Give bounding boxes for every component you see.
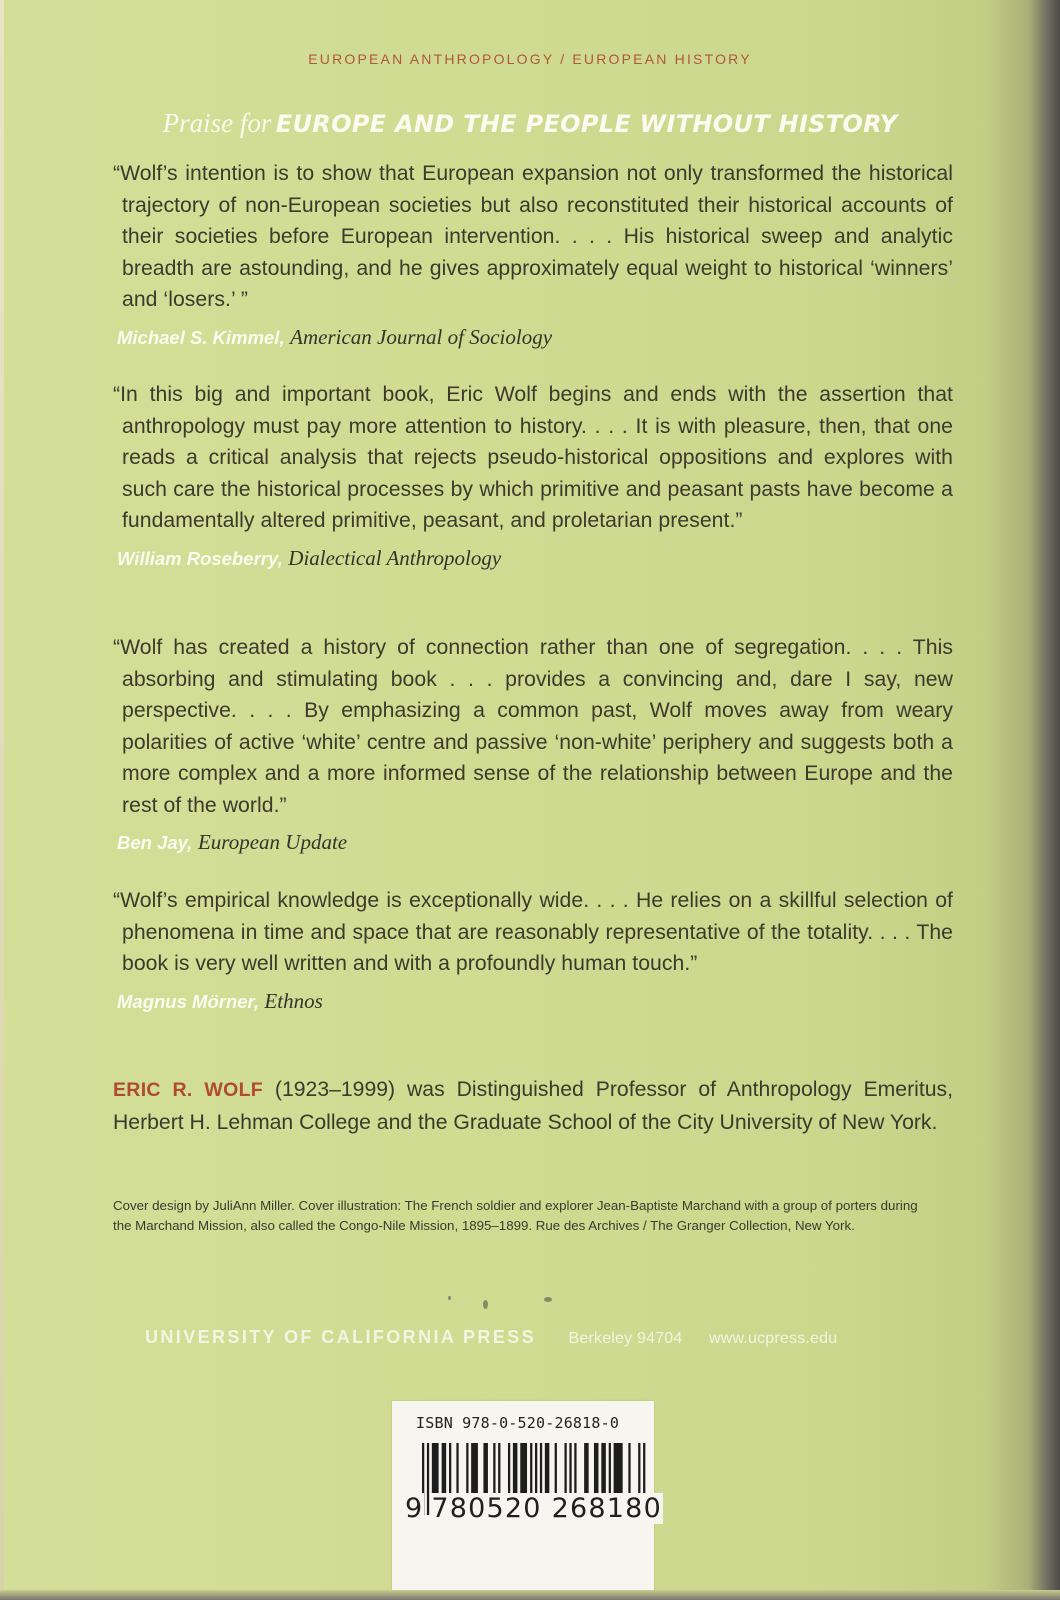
- review-block: [113, 158, 953, 350]
- bio-description: (1923–1999) was Distinguished Professor of Anthropology Emeritus, Herbert H. Lehman College and the Graduate School of the City University of New York.: [113, 1078, 954, 1134]
- barcode-bar: [498, 1443, 500, 1493]
- barcode-first-digit: 9: [405, 1493, 424, 1524]
- barcode-bar: [442, 1443, 447, 1493]
- barcode-bar: [564, 1443, 566, 1493]
- barcode-label: [392, 1401, 662, 1600]
- publisher-url: www.ucpress.edu: [708, 1330, 838, 1347]
- category-label: EUROPEAN ANTHROPOLOGY / EUROPEAN HISTORY: [308, 51, 752, 67]
- review-block: [113, 632, 953, 855]
- barcode-bar: [574, 1443, 576, 1493]
- publisher-address: Berkeley 94704: [568, 1330, 683, 1347]
- barcode-bar: [594, 1443, 599, 1493]
- barcode-bar: [628, 1443, 630, 1493]
- review-quote: “Wolf has created a history of connection rather than one of segregation. . . . This absorbing and stimulating book . . . provides a convincing and, dare I say, new perspective. . . . By emphasizing a common past, Wolf moves away from weary polarities of active ‘white’ centre and passive ‘non-white’ periphery and suggests both a more complex and a more informed sense of the relationship between Europe and the rest of the world.”: [113, 636, 953, 817]
- review-publication: European Update: [197, 830, 348, 854]
- barcode-bar: [513, 1443, 518, 1493]
- barcode-bar: [614, 1443, 623, 1493]
- book-title: EUROPE AND THE PEOPLE WITHOUT HISTORY: [275, 110, 898, 138]
- review-attribution: [113, 325, 953, 350]
- review-attribution: [113, 830, 953, 855]
- barcode-bar: [609, 1443, 611, 1493]
- isbn-text: ISBN 978-0-520-26818-0: [416, 1414, 620, 1432]
- barcode-bar: [520, 1443, 527, 1493]
- review-block: [113, 379, 953, 571]
- barcode-bar: [584, 1443, 589, 1493]
- reviewer-name: Michael S. Kimmel,: [117, 326, 285, 348]
- barcode-bar: [601, 1443, 606, 1493]
- review-quote: “In this big and important book, Eric Wolf begins and ends with the assertion that anthropology must pay more attention to history. . . . It is with pleasure, then, that one reads a critical analysis that rejects pseudo-historical oppositions and explores with such care the historical processes by which primitive and peasant pasts have become a fundamentally altered primitive, peasant, and proletarian present.”: [113, 383, 953, 532]
- barcode-bar: [432, 1443, 439, 1493]
- review-publication: American Journal of Sociology: [290, 324, 553, 349]
- barcode-digits: [404, 1493, 662, 1524]
- reviewer-name: Ben Jay,: [117, 832, 193, 853]
- barcode-bar: [456, 1443, 458, 1493]
- praise-heading: [0, 108, 1060, 139]
- review-publication: Dialectical Anthropology: [288, 545, 502, 570]
- barcode-bar: [569, 1443, 571, 1493]
- publisher-line: [145, 1327, 837, 1348]
- barcode-bar: [449, 1443, 451, 1493]
- print-speck: [448, 1296, 451, 1300]
- reviewer-name: Magnus Mörner,: [117, 990, 259, 1012]
- review-publication: Ethnos: [264, 988, 323, 1013]
- cover-credit-text: Cover design by JuliAnn Miller. Cover illustration: The French soldier and explorer Jean-Baptiste Marchand with a group of porters during the Marchand Mission, also called the Congo-Nile Mission, 1895–1899. Rue des Archives / The Granger Collection, New York.: [113, 1198, 918, 1233]
- reviewer-name: William Roseberry,: [117, 547, 283, 569]
- barcode-bar: [540, 1443, 542, 1493]
- barcode-left-group: 780520: [431, 1493, 542, 1524]
- barcode-bar: [555, 1443, 557, 1493]
- barcode-bar: [466, 1443, 468, 1493]
- print-speck: [483, 1300, 488, 1309]
- barcode-bar: [535, 1443, 537, 1493]
- cover-credit: [113, 1196, 933, 1236]
- author-name: ERIC R. WOLF: [113, 1079, 263, 1101]
- barcode-bar: [508, 1443, 510, 1493]
- review-quote: “Wolf’s empirical knowledge is exceptionally wide. . . . He relies on a skillful selection of phenomena in time and space that are reasonably representative of the totality. . . . The book is very well written and with a profoundly human touch.”: [113, 889, 953, 975]
- review-block: [113, 885, 953, 1014]
- author-bio: [113, 1074, 953, 1138]
- praise-prefix: Praise for: [162, 108, 272, 138]
- barcode-bar: [545, 1443, 550, 1493]
- author-bio-text: [113, 1074, 953, 1138]
- review-quote: “Wolf’s intention is to show that European expansion not only transformed the historical trajectory of non-European societies but also reconstituted their historical accounts of their societies before European intervention. . . . His historical sweep and analytic breadth are astounding, and he gives approximately equal weight to historical ‘winners’ and ‘losers.’ ”: [113, 162, 953, 311]
- review-attribution: [113, 546, 953, 571]
- barcode-bar: [493, 1443, 495, 1493]
- barcode-bar: [483, 1443, 488, 1493]
- print-speck: [544, 1297, 552, 1302]
- publisher-name: UNIVERSITY OF CALIFORNIA PRESS: [145, 1327, 537, 1347]
- review-attribution: [113, 989, 953, 1014]
- barcode-bar: [530, 1443, 532, 1493]
- barcode-right-group: 268180: [551, 1493, 662, 1524]
- barcode-bar: [471, 1443, 478, 1493]
